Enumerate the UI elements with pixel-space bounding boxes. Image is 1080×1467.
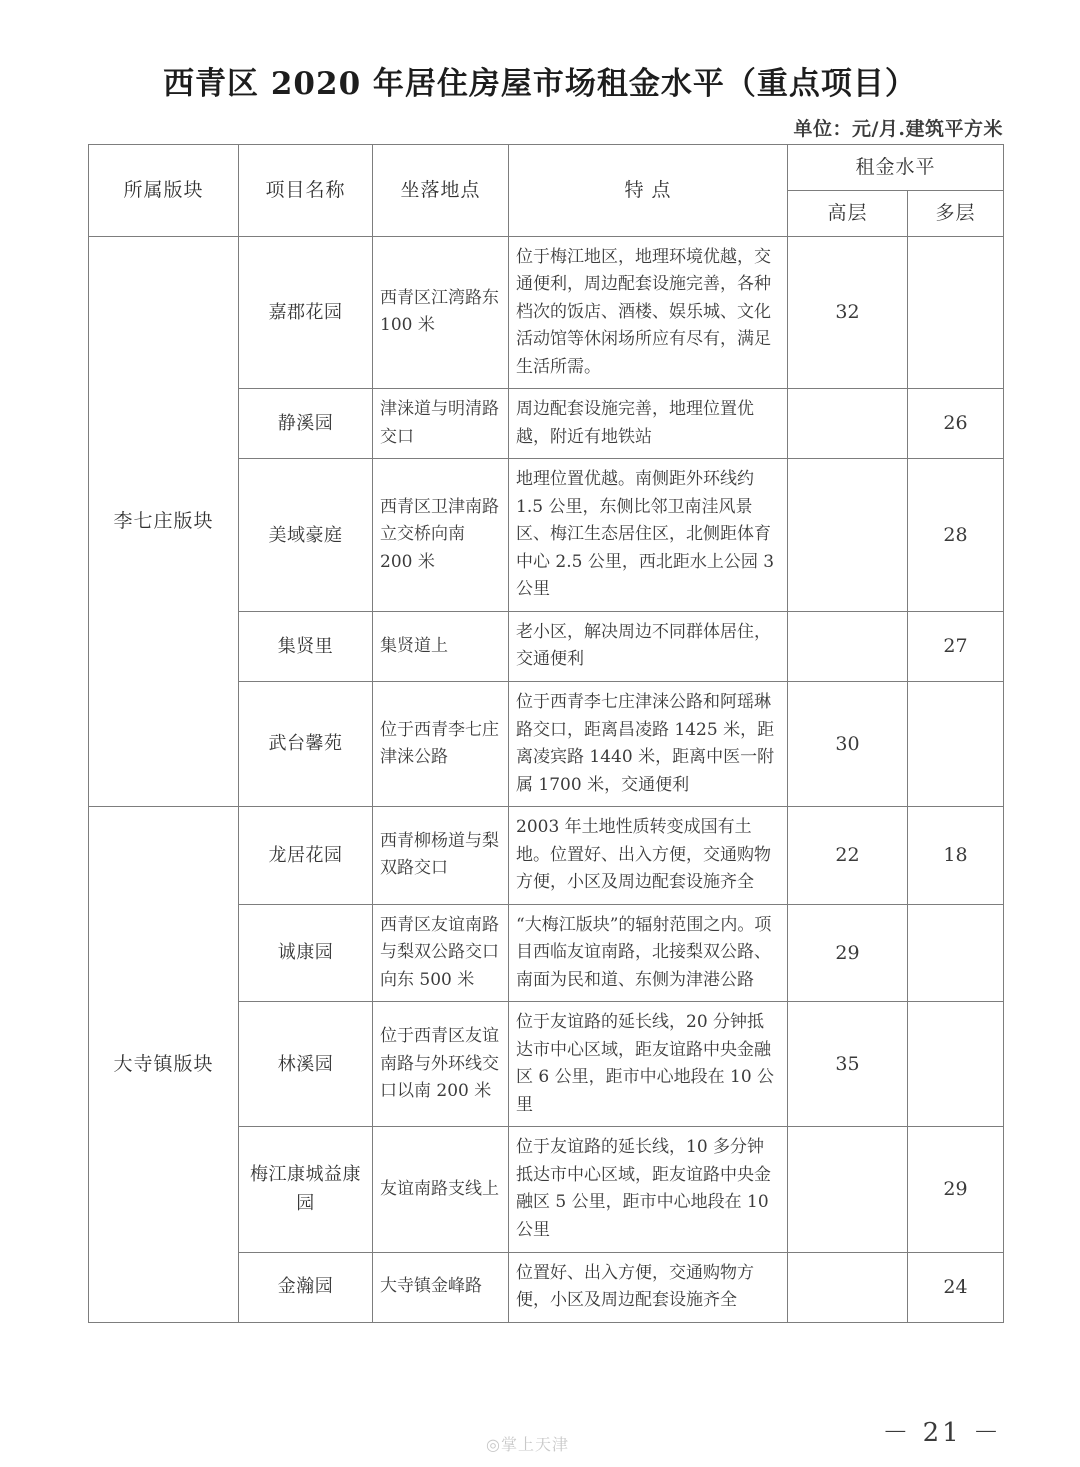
features-cell: “大梅江版块”的辐射范围之内。项目西临友谊南路，北接梨双公路、南面为民和道、东侧为津港公路 <box>509 904 788 1002</box>
column-header-block: 所属版块 <box>89 145 239 237</box>
unit-note: 单位：元/月.建筑平方米 <box>793 118 1003 140</box>
location-cell: 位于西青李七庄津涞公路 <box>373 681 509 806</box>
block-cell: 李七庄版块 <box>89 236 239 807</box>
column-header-rent-level: 租金水平 <box>788 145 1004 191</box>
location-cell: 集贤道上 <box>373 611 509 681</box>
multi-storey-rate-cell: 27 <box>908 611 1004 681</box>
features-cell: 位于梅江地区，地理环境优越，交通便利，周边配套设施完善，各种档次的饭店、酒楼、娱乐城、文化活动馆等休闲场所应有尽有，满足生活所需。 <box>509 236 788 389</box>
high-rise-rate-cell: 22 <box>788 807 908 905</box>
table-row <box>89 807 1004 905</box>
high-rise-rate-cell: 29 <box>788 904 908 1002</box>
high-rise-rate-cell <box>788 1127 908 1252</box>
features-cell: 地理位置优越。南侧距外环线约 1.5 公里，东侧比邻卫南洼风景区、梅江生态居住区，北侧距体育中心 2.5 公里，西北距水上公园 3 公里 <box>509 459 788 612</box>
multi-storey-rate-cell: 29 <box>908 1127 1004 1252</box>
column-header-location: 坐落地点 <box>373 145 509 237</box>
table-row <box>89 236 1004 389</box>
column-header-high-rise: 高层 <box>788 190 908 236</box>
project-name-cell: 静溪园 <box>239 389 373 459</box>
high-rise-rate-cell: 32 <box>788 236 908 389</box>
high-rise-rate-cell: 35 <box>788 1002 908 1127</box>
project-name-cell: 集贤里 <box>239 611 373 681</box>
rent-level-table <box>88 144 1004 1323</box>
column-header-features: 特 点 <box>509 145 788 237</box>
location-cell: 位于西青区友谊南路与外环线交口以南 200 米 <box>373 1002 509 1127</box>
multi-storey-rate-cell: 26 <box>908 389 1004 459</box>
location-cell: 津涞道与明清路交口 <box>373 389 509 459</box>
watermark: ◎掌上天津 <box>486 1435 569 1454</box>
page-title: 西青区 2020 年居住房屋市场租金水平（重点项目） <box>163 66 917 102</box>
location-cell: 西青区友谊南路与梨双公路交口向东 500 米 <box>373 904 509 1002</box>
location-cell: 西青柳杨道与梨双路交口 <box>373 807 509 905</box>
location-cell: 西青区江湾路东 100 米 <box>373 236 509 389</box>
project-name-cell: 美域豪庭 <box>239 459 373 612</box>
high-rise-rate-cell <box>788 611 908 681</box>
features-cell: 位于友谊路的延长线，20 分钟抵达市中心区域，距友谊路中央金融区 6 公里，距市中心地段在 10 公里 <box>509 1002 788 1127</box>
project-name-cell: 林溪园 <box>239 1002 373 1127</box>
multi-storey-rate-cell: 28 <box>908 459 1004 612</box>
project-name-cell: 梅江康城益康园 <box>239 1127 373 1252</box>
high-rise-rate-cell <box>788 389 908 459</box>
multi-storey-rate-cell: 24 <box>908 1252 1004 1322</box>
features-cell: 位于友谊路的延长线，10 多分钟抵达市中心区域，距友谊路中央金融区 5 公里，距市中心地段在 10 公里 <box>509 1127 788 1252</box>
features-cell: 2003 年土地性质转变成国有土地。位置好、出入方便，交通购物方便，小区及周边配套设施齐全 <box>509 807 788 905</box>
column-header-project-name: 项目名称 <box>239 145 373 237</box>
block-cell: 大寺镇版块 <box>89 807 239 1323</box>
multi-storey-rate-cell <box>908 904 1004 1002</box>
features-cell: 老小区，解决周边不同群体居住，交通便利 <box>509 611 788 681</box>
high-rise-rate-cell <box>788 1252 908 1322</box>
high-rise-rate-cell: 30 <box>788 681 908 806</box>
table-header <box>89 145 1004 237</box>
project-name-cell: 嘉郡花园 <box>239 236 373 389</box>
features-cell: 位置好、出入方便，交通购物方便，小区及周边配套设施齐全 <box>509 1252 788 1322</box>
multi-storey-rate-cell <box>908 1002 1004 1127</box>
project-name-cell: 龙居花园 <box>239 807 373 905</box>
features-cell: 周边配套设施完善，地理位置优越，附近有地铁站 <box>509 389 788 459</box>
high-rise-rate-cell <box>788 459 908 612</box>
features-cell: 位于西青李七庄津涞公路和阿瑶琳路交口，距离昌凌路 1425 米，距离凌宾路 1440 米，距离中医一附属 1700 米，交通便利 <box>509 681 788 806</box>
column-header-multi-storey: 多层 <box>908 190 1004 236</box>
project-name-cell: 武台馨苑 <box>239 681 373 806</box>
multi-storey-rate-cell <box>908 681 1004 806</box>
multi-storey-rate-cell: 18 <box>908 807 1004 905</box>
page-number: － 21 － <box>882 1418 1002 1448</box>
location-cell: 西青区卫津南路立交桥向南 200 米 <box>373 459 509 612</box>
project-name-cell: 金瀚园 <box>239 1252 373 1322</box>
table-header-row-1 <box>89 145 1004 191</box>
table-body <box>89 236 1004 1322</box>
multi-storey-rate-cell <box>908 236 1004 389</box>
location-cell: 大寺镇金峰路 <box>373 1252 509 1322</box>
location-cell: 友谊南路支线上 <box>373 1127 509 1252</box>
project-name-cell: 诚康园 <box>239 904 373 1002</box>
